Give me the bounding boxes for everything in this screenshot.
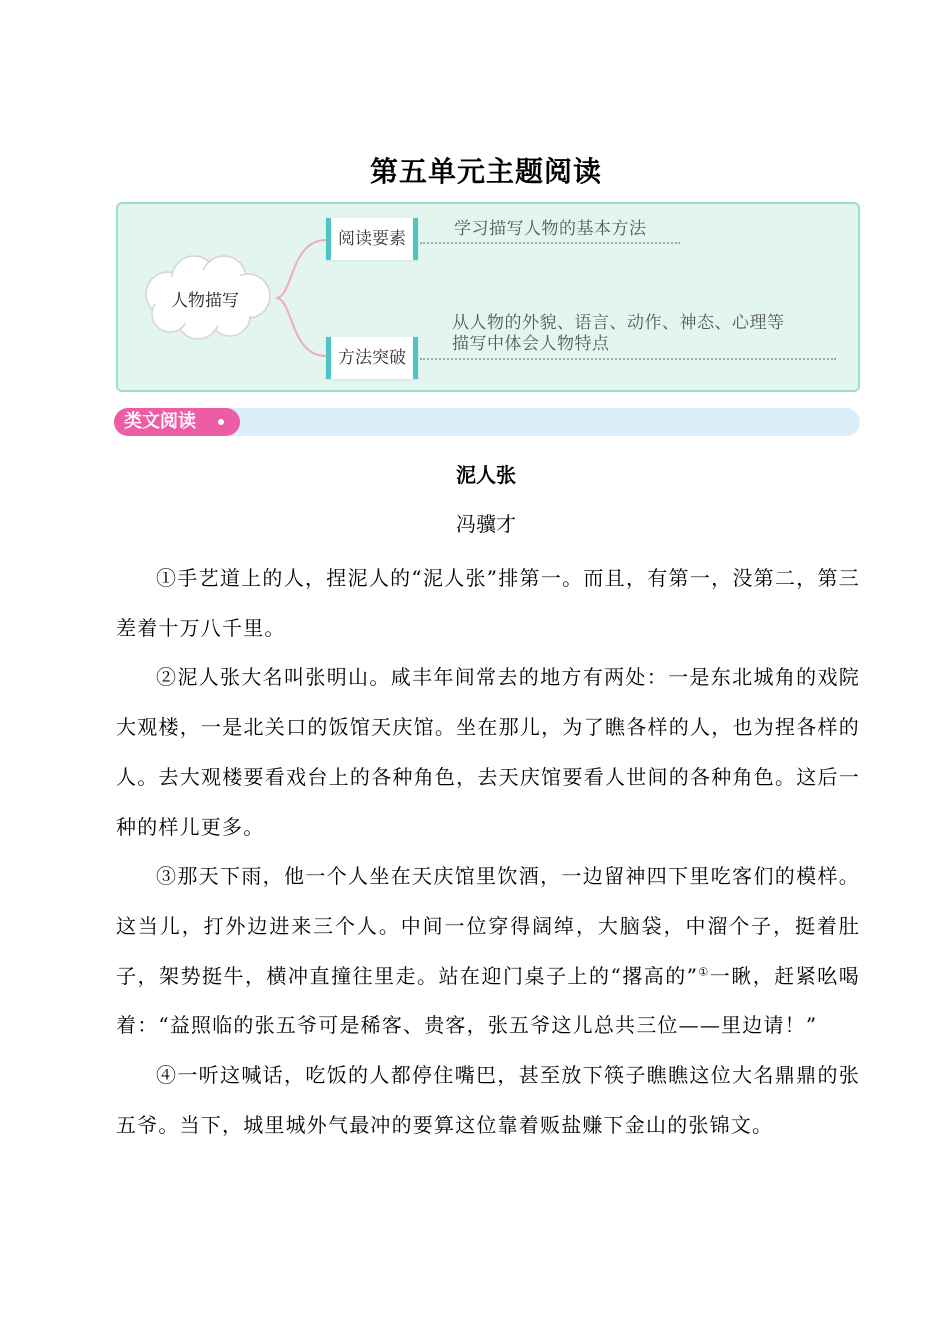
branch-text-method-line-1: 从人物的外貌、语言、动作、神态、心理等 xyxy=(452,313,785,333)
mindmap-panel xyxy=(116,202,860,392)
branch-text-reading-element: 学习描写人物的基本方法 xyxy=(454,219,647,239)
section-label: 类文阅读 xyxy=(124,411,196,432)
mindmap-center-label: 人物描写 xyxy=(171,291,239,311)
dotted-divider xyxy=(420,242,680,244)
article-author: 冯骥才 xyxy=(456,512,516,536)
paragraph-text: 一瞅，赶紧吆喝着：“益照临的张五爷可是稀客、贵客，张五爷这儿总共三位——里边请！” xyxy=(116,963,860,1038)
dot-icon xyxy=(218,419,224,425)
dotted-divider xyxy=(420,358,836,360)
unit-title: 第五单元主题阅读 xyxy=(369,155,602,188)
paragraph: ①手艺道上的人，捏泥人的“泥人张”排第一。而且，有第一，没第二，第三差着十万八千里。 xyxy=(116,566,860,640)
section-header-bar xyxy=(114,408,860,436)
branch-label-method: 方法突破 xyxy=(326,337,418,379)
footnote-marker: ① xyxy=(698,964,710,978)
paragraph xyxy=(116,852,860,1051)
paragraph: ②泥人张大名叫张明山。咸丰年间常去的地方有两处：一是东北城角的戏院大观楼，一是北关口的饭馆天庆馆。坐在那儿，为了瞧各样的人，也为捏各样的人。去大观楼要看戏台上的各种角色，去天庆馆要看人世间的各种角色。这后一种的样儿更多。 xyxy=(116,665,860,839)
paragraph: ④一听这喊话，吃饭的人都停住嘴巴，甚至放下筷子瞧瞧这位大名鼎鼎的张五爷。当下，城里城外气最冲的要算这位靠着贩盐赚下金山的张锦文。 xyxy=(116,1063,860,1137)
branch-text-method-line-2: 描写中体会人物特点 xyxy=(452,334,610,354)
branch-label-reading-element: 阅读要素 xyxy=(326,218,418,260)
article-title: 泥人张 xyxy=(456,463,516,487)
article-body xyxy=(116,554,860,1150)
paragraph-text: ③那天下雨，他一个人坐在天庆馆里饮酒，一边留神四下里吃客们的模样。这当儿，打外边进来三个人。中间一位穿得阔绰，大脑袋，中溜个子，挺着肚子，架势挺牛，横冲直撞往里走。站在迎门桌子上的“撂高的” xyxy=(116,864,860,988)
